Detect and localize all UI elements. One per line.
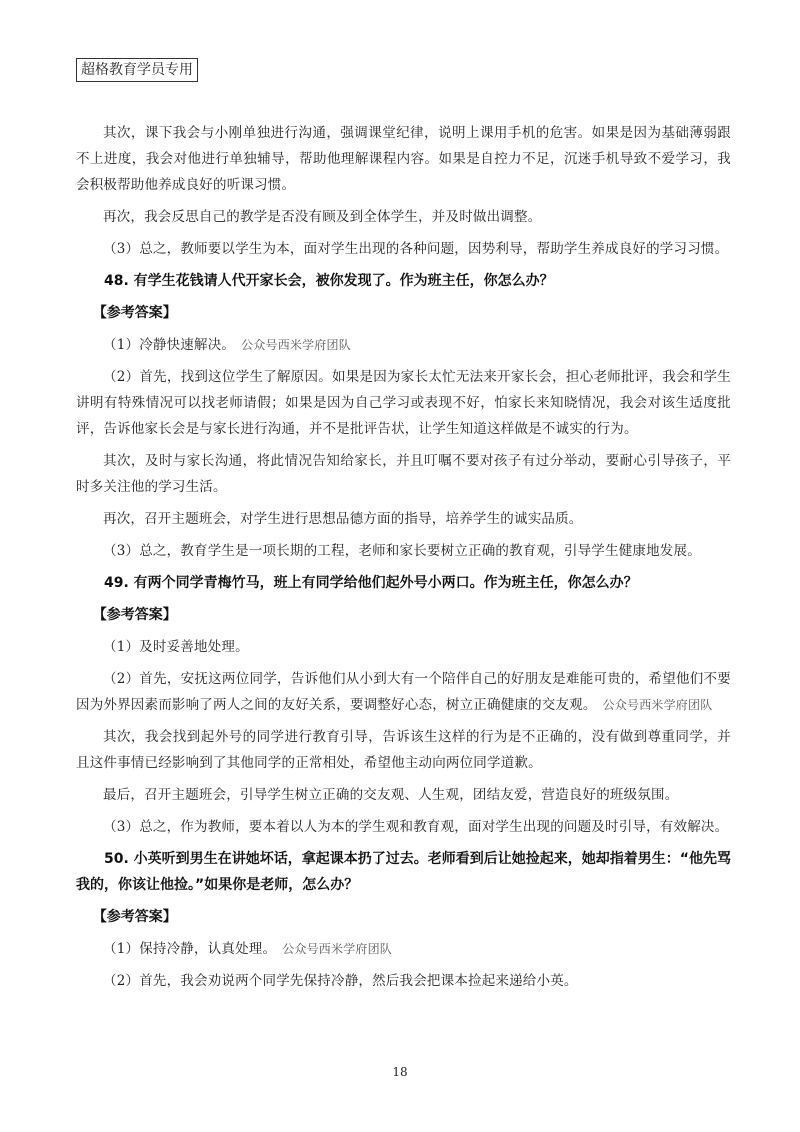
paragraph [76,814,731,840]
paragraph [76,506,731,532]
paragraph-text: 【参考答案】 [92,305,177,321]
paragraph-text: （3）总之，教育学生是一项长期的工程，老师和家长要树立正确的教育观，引导学生健康地发展。 [103,543,701,559]
paragraph-text: 最后，召开主题班会，引导学生树立正确的交友观、人生观，团结友爱，营造良好的班级氛围。 [103,787,679,803]
watermark-text: 公众号西米学府团队 [602,698,713,712]
paragraph [76,634,731,660]
document-body [76,120,731,1000]
paragraph-text: （2）首先，找到这位学生了解原因。如果是因为家长太忙无法来开家长会，担心老师批评，我会和学生讲明有特殊情况可以找老师请假；如果是因为自己学习或表现不好，怕家长来知晓情况，我会对该生适度批评，告诉他家长会是与家长进行沟通，并不是批评告状，让学生知道这样做是不诚实的行为。 [76,369,731,437]
reference-answer-label [76,300,731,326]
watermark-text: 公众号西米学府团队 [282,942,393,956]
question-heading [76,570,731,596]
paragraph [76,968,731,994]
paragraph-text: （3）总之，作为教师，要本着以人为本的学生观和教育观，面对学生出现的问题及时引导，有效解决。 [103,819,729,835]
paragraph-text: 49. 有两个同学青梅竹马，班上有同学给他们起外号小两口。作为班主任，你怎么办？ [104,575,638,591]
paragraph [76,204,731,230]
paragraph [76,666,731,718]
paragraph [76,538,731,564]
paragraph-text: （2）首先，我会劝说两个同学先保持冷静，然后我会把课本捡起来递给小英。 [103,973,578,989]
paragraph-text: 50. 小英听到男生在讲她坏话，拿起课本扔了过去。老师看到后让她捡起来，她却指着男生：“他先骂我的，你该让他捡。”如果你是老师，怎么办？ [76,851,731,893]
paragraph-text: 再次，我会反思自己的教学是否没有顾及到全体学生，并及时做出调整。 [103,209,542,225]
paragraph-text: 其次，我会找到起外号的同学进行教育引导，告诉该生这样的行为是不正确的，没有做到尊重同学，并且这件事情已经影响到了其他同学的正常相处，希望他主动向两位同学道歉。 [76,729,731,771]
reference-answer-label [76,904,731,930]
paragraph-text: 再次，召开主题班会，对学生进行思想品德方面的指导，培养学生的诚实品质。 [103,511,583,527]
paragraph [76,936,731,962]
watermark-text: 公众号西米学府团队 [241,338,351,352]
paragraph-text: （2）首先，安抚这两位同学，告诉他们从小到大有一个陪伴自己的好朋友是难能可贵的，希望他们不要因为外界因素而影响了两人之间的友好关系，要调整好心态，树立正确健康的交友观。 [76,671,731,713]
paragraph-text: 【参考答案】 [92,607,177,623]
paragraph [76,724,731,776]
paragraph [76,236,731,262]
question-heading [76,846,731,898]
paragraph-text: 【参考答案】 [92,909,177,925]
paragraph [76,364,731,442]
paragraph-text: （1）冷静快速解决。 [103,337,236,353]
reference-answer-label [76,602,731,628]
question-heading [76,268,731,294]
paragraph-text: （1）及时妥善地处理。 [103,639,249,655]
paragraph [76,782,731,808]
paragraph-text: 其次，及时与家长沟通，将此情况告知给家长，并且叮嘱不要对孩子有过分举动，要耐心引导孩子，平时多关注他的学习生活。 [76,453,731,495]
paragraph-text: 其次，课下我会与小刚单独进行沟通，强调课堂纪律，说明上课用手机的危害。如果是因为基础薄弱跟不上进度，我会对他进行单独辅导，帮助他理解课程内容。如果是自控力不足，沉迷手机导致不爱学习，我会积极帮助他养成良好的听课习惯。 [76,125,731,193]
paragraph-text: 48. 有学生花钱请人代开家长会，被你发现了。作为班主任，你怎么办？ [104,273,554,289]
page-number: 18 [392,1065,408,1079]
paragraph [76,120,731,198]
paragraph-text: （3）总之，教师要以学生为本，面对学生出现的各种问题，因势利导，帮助学生养成良好的学习习惯。 [103,241,729,257]
paragraph [76,332,731,358]
paragraph [76,448,731,500]
header-label: 超格教育学员专用 [76,58,198,82]
paragraph-text: （1）保持冷静，认真处理。 [103,941,277,957]
